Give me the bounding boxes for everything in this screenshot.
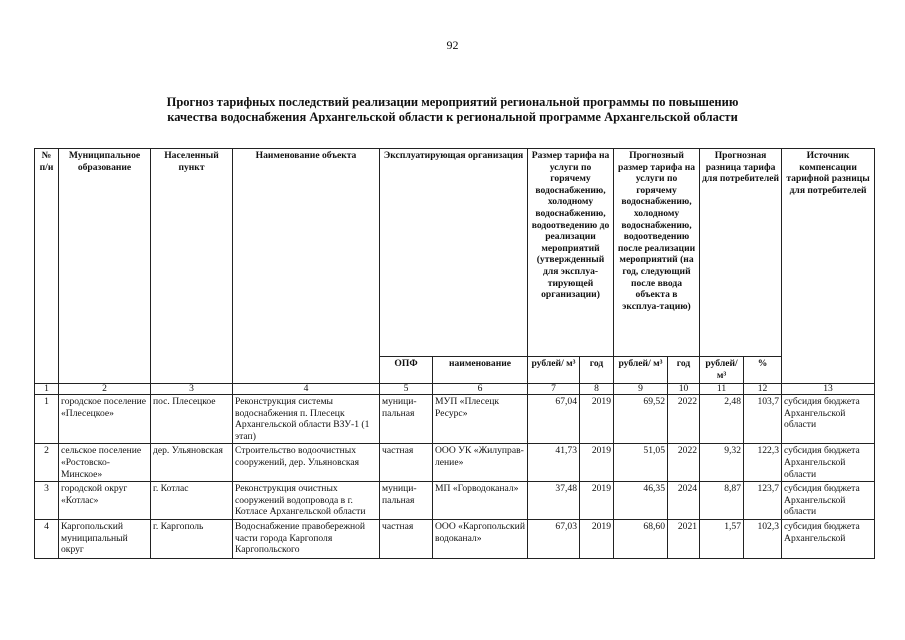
object-cell: Реконструкция системы водоснабжения п. Плесецк Архангельской области ВЗУ-1 (1 этап) <box>233 395 380 444</box>
tariff-after-text: 68,60 <box>643 520 666 532</box>
header-object-name: Наименование объекта <box>233 149 380 384</box>
title-line-1: Прогноз тарифных последствий реализации мероприятий региональной программы по повышению <box>166 95 739 109</box>
operator-cell <box>433 519 528 558</box>
opf-cell: частная <box>380 444 433 482</box>
year-before-cell: 2019 <box>580 444 614 482</box>
header-compensation-source: Источник компенсации тарифной разницы для потребителей <box>782 149 875 384</box>
opf-cell: муници-пальная <box>380 395 433 444</box>
tariff-after-cell: 46,35 <box>614 482 668 520</box>
operator-text: ООО «Каргопольский водоканал» <box>435 520 525 544</box>
column-number: 12 <box>744 384 782 395</box>
column-number: 10 <box>668 384 700 395</box>
tariff-after-cell: 51,05 <box>614 444 668 482</box>
municipality-cell <box>59 519 151 558</box>
diff-percent-cell: 122,3 <box>744 444 782 482</box>
header-after-year: год <box>668 357 700 384</box>
header-tariff-before: Размер тарифа на услуги по горячему водоснабжению, холодному водоснабжению, водоотведению до реализации мероприятий (утвержденный для эксплуа-тирующей организации) <box>528 149 614 357</box>
object-text: Водоснабжение правобережной части города Каргополя Каргопольского <box>235 520 366 556</box>
table-row <box>35 395 875 444</box>
year-before-text: 2019 <box>591 520 612 532</box>
column-number-row <box>35 384 875 395</box>
tariff-after-cell: 69,52 <box>614 395 668 444</box>
column-number: 3 <box>151 384 233 395</box>
year-after-cell: 2022 <box>668 395 700 444</box>
municipality-cell: сельское поселение «Ростовско-Минское» <box>59 444 151 482</box>
diff-percent-text: 102,3 <box>757 520 780 532</box>
opf-cell <box>380 519 433 558</box>
diff-rub-cell <box>700 519 744 558</box>
column-number: 7 <box>528 384 580 395</box>
table-row <box>35 482 875 520</box>
tariff-before-cell <box>528 519 580 558</box>
column-number: 5 <box>380 384 433 395</box>
municipality-cell: городской округ «Котлас» <box>59 482 151 520</box>
operator-cell: ООО УК «Жилуправ-ление» <box>433 444 528 482</box>
row-number: 2 <box>35 444 59 482</box>
header-difference: Прогнозная разница тарифа для потребителей <box>700 149 782 357</box>
column-number: 11 <box>700 384 744 395</box>
column-number: 2 <box>59 384 151 395</box>
title-line-2: качества водоснабжения Архангельской области к региональной программе Архангельской области <box>167 110 738 124</box>
object-cell: Строительство водоочистных сооружений, дер. Ульяновская <box>233 444 380 482</box>
diff-rub-text: 1,57 <box>724 520 742 532</box>
page-number: 92 <box>446 38 459 52</box>
header-settlement: Населенный пункт <box>151 149 233 384</box>
opf-cell: муници-пальная <box>380 482 433 520</box>
document-title <box>60 95 845 125</box>
tariff-before-cell: 41,73 <box>528 444 580 482</box>
header-operator: Эксплуатирующая организация <box>380 149 528 357</box>
column-number: 4 <box>233 384 380 395</box>
column-number: 8 <box>580 384 614 395</box>
settlement-cell: г. Котлас <box>151 482 233 520</box>
header-opf: ОПФ <box>380 357 433 384</box>
object-cell: Реконструкция очистных сооружений водопровода в г. Котласе Архангельской области <box>233 482 380 520</box>
year-before-cell: 2019 <box>580 395 614 444</box>
diff-rub-cell: 9,32 <box>700 444 744 482</box>
table-row <box>35 444 875 482</box>
header-after-rub: рублей/ м³ <box>614 357 668 384</box>
opf-text: частная <box>382 520 414 532</box>
settlement-cell: пос. Плесецкое <box>151 395 233 444</box>
header-before-rub: рублей/ м³ <box>528 357 580 384</box>
table-row <box>35 519 875 558</box>
row-number-text: 4 <box>44 520 49 532</box>
column-number: 13 <box>782 384 875 395</box>
header-num: № п/и <box>35 149 59 384</box>
diff-rub-cell: 8,87 <box>700 482 744 520</box>
source-cell: субсидия бюджета Архангельской области <box>782 444 875 482</box>
tariff-before-cell: 37,48 <box>528 482 580 520</box>
header-row-main <box>35 149 875 357</box>
row-number: 1 <box>35 395 59 444</box>
header-before-year: год <box>580 357 614 384</box>
tariff-before-text: 67,03 <box>555 520 578 532</box>
year-before-cell: 2019 <box>580 482 614 520</box>
row-number <box>35 519 59 558</box>
source-cell <box>782 519 875 558</box>
tariff-before-cell: 67,04 <box>528 395 580 444</box>
year-after-cell: 2022 <box>668 444 700 482</box>
tariff-after-cell <box>614 519 668 558</box>
year-after-cell <box>668 519 700 558</box>
header-tariff-forecast: Прогнозный размер тарифа на услуги по горячему водоснабжению, холодному водоснабжению, водоотведению после реализации мероприятий (на год, следующий после ввода объекта в эксплуа-тацию) <box>614 149 700 357</box>
header-diff-rub: рублей/ м³ <box>700 357 744 384</box>
object-cell <box>233 519 380 558</box>
source-cell: субсидия бюджета Архангельской области <box>782 395 875 444</box>
diff-percent-cell: 103,7 <box>744 395 782 444</box>
year-after-cell: 2024 <box>668 482 700 520</box>
operator-cell: МП «Горводоканал» <box>433 482 528 520</box>
column-number: 6 <box>433 384 528 395</box>
settlement-text: г. Каргополь <box>153 520 204 532</box>
row-number: 3 <box>35 482 59 520</box>
header-municipality: Муниципальное образование <box>59 149 151 384</box>
column-number: 1 <box>35 384 59 395</box>
tariff-forecast-table <box>34 148 875 559</box>
operator-cell: МУП «Плесецк Ресурс» <box>433 395 528 444</box>
settlement-cell: дер. Ульяновская <box>151 444 233 482</box>
settlement-cell <box>151 519 233 558</box>
header-operator-name: наименование <box>433 357 528 384</box>
header-diff-percent: % <box>744 357 782 384</box>
year-before-cell <box>580 519 614 558</box>
source-cell: субсидия бюджета Архангельской области <box>782 482 875 520</box>
source-text: субсидия бюджета Архангельской <box>784 520 860 544</box>
diff-rub-cell: 2,48 <box>700 395 744 444</box>
municipality-cell: городское поселение «Плесецкое» <box>59 395 151 444</box>
diff-percent-cell: 123,7 <box>744 482 782 520</box>
year-after-text: 2021 <box>677 520 698 532</box>
diff-percent-cell <box>744 519 782 558</box>
municipality-text: Каргопольский муниципальный округ <box>61 520 128 556</box>
column-number: 9 <box>614 384 668 395</box>
